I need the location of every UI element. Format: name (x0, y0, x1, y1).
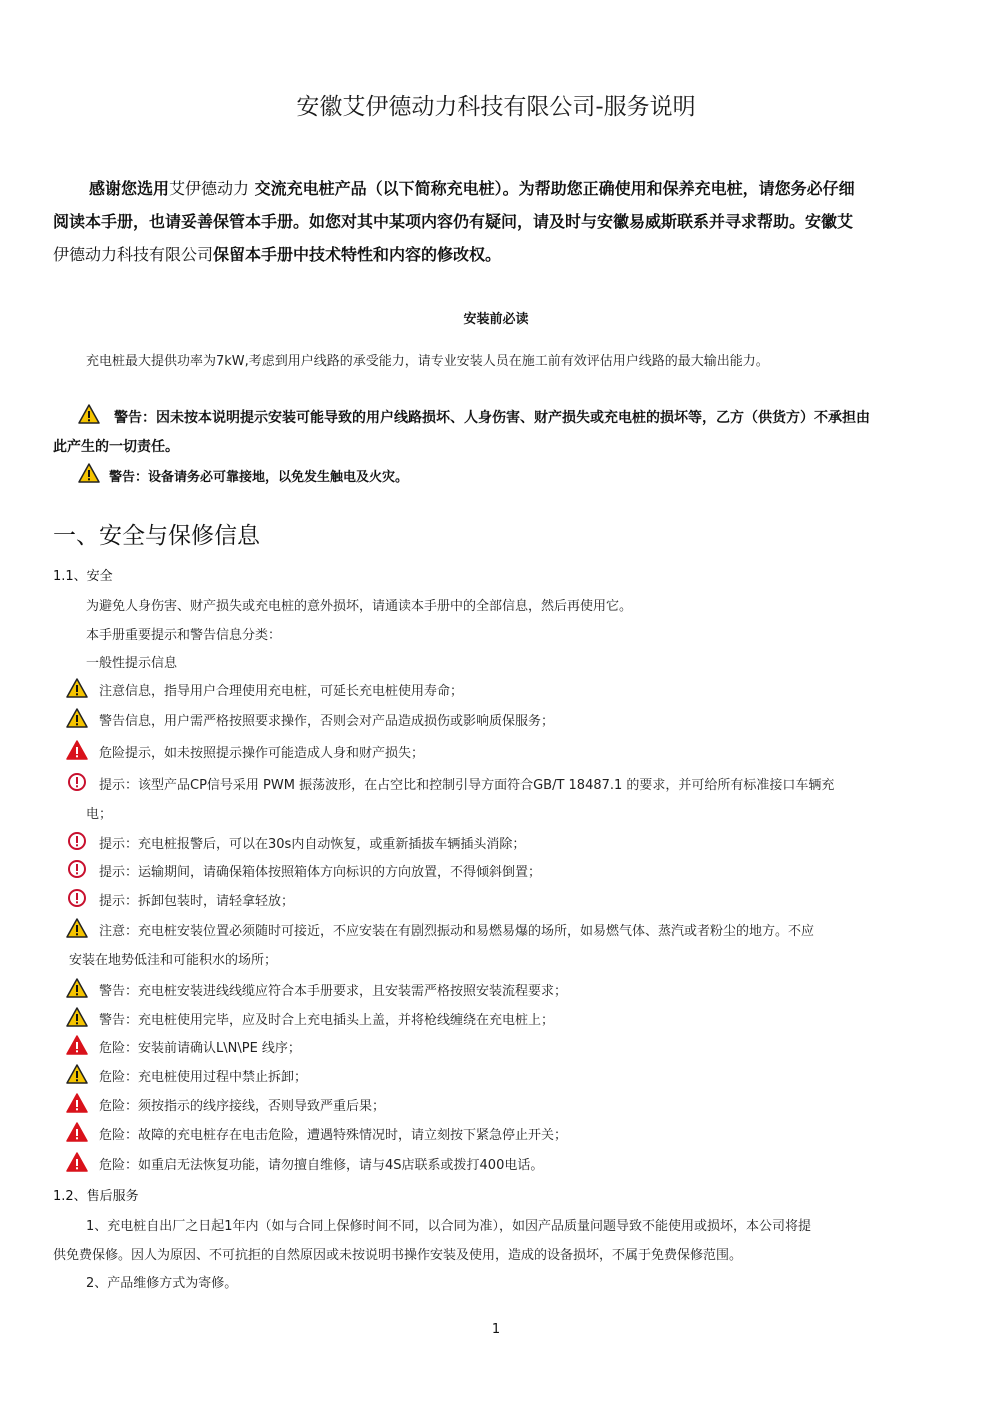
safety-item-text: 提示：充电桩报警后，可以在30s内自动恢复，或重新插拔车辆插头消除； (99, 837, 526, 852)
safety-item-text: 警告：充电桩使用完毕，应及时合上充电插头上盖，并将枪线缠绕在充电桩上； (99, 1013, 555, 1028)
red-danger-icon (66, 1035, 88, 1055)
safety-item-text: 危险提示，如未按照提示操作可能造成人身和财产损失； (99, 746, 425, 761)
red-exclamation-circle-icon (66, 859, 88, 879)
red-exclamation-circle-icon (66, 831, 88, 851)
red-danger-icon (66, 1152, 88, 1172)
safety-item-text: 警告：充电桩安装进线线缆应符合本手册要求，且安装需严格按照安装流程要求； (99, 984, 568, 999)
yellow-warning-icon (66, 678, 88, 698)
yellow-warning-icon (66, 708, 88, 728)
subsection-heading-1-1: 1.1、安全 (53, 569, 113, 584)
safety-item-text: 提示：运输期间，请确保箱体按照箱体方向标识的方向放置，不得倾斜倒置； (99, 865, 542, 880)
warning-2: 警告：设备请务必可靠接地，以免发生触电及火灾。 (109, 470, 409, 485)
yellow-warning-icon (78, 463, 100, 483)
red-danger-icon (66, 740, 88, 760)
safety-item-text-cont: 安装在地势低洼和可能积水的场所； (69, 953, 278, 968)
page-title: 安徽艾伊德动力科技有限公司-服务说明 (296, 94, 696, 120)
safety-intro-text: 为避免人身伤害、财产损失或充电桩的意外损坏，请通读本手册中的全部信息，然后再使用它。 (86, 599, 633, 614)
yellow-warning-icon (66, 1064, 88, 1084)
preinstall-text: 充电桩最大提供功率为7kW,考虑到用户线路的承受能力，请专业安装人员在施工前有效评估用户线路的最大输出能力。 (86, 354, 769, 369)
safety-item-text: 危险：须按指示的线序接线，否则导致严重后果； (99, 1099, 386, 1114)
general-info-text: 一般性提示信息 (86, 656, 178, 671)
intro-paragraph (53, 172, 939, 271)
after-sales-para-1: 1、充电桩自出厂之日起1年内（如与合同上保修时间不同，以合同为准），如因产品质量问题导致不能使用或损坏，本公司将提 (86, 1219, 812, 1234)
intro-line-1 (53, 172, 939, 205)
intro-line-3 (53, 238, 939, 271)
after-sales-para-1-cont: 供免费保修。因人为原因、不可抗拒的自然原因或未按说明书操作安装及使用，造成的设备损坏，不属于免费保修范围。 (53, 1248, 743, 1263)
subsection-heading-1-2: 1.2、售后服务 (53, 1189, 139, 1204)
safety-item-text: 危险：充电桩使用过程中禁止拆卸； (99, 1070, 308, 1085)
intro-text: 交流充电桩产品（以下简称充电桩）。为帮助您正确使用和保养充电桩，请您务必仔细 (249, 179, 855, 198)
warning-1: 警告：因未按本说明提示安装可能导致的用户线路损坏、人身伤害、财产损失或充电桩的损坏等，乙方（供货方）不承担由 (114, 410, 870, 426)
warning-1-cont: 此产生的一切责任。 (53, 439, 179, 455)
yellow-warning-icon (66, 918, 88, 938)
safety-item-text: 注意：充电桩安装位置必须随时可接近，不应安装在有剧烈振动和易燃易爆的场所，如易燃气体、蒸汽或者粉尘的地方。不应 (99, 924, 815, 939)
after-sales-para-2: 2、产品维修方式为寄修。 (86, 1276, 238, 1291)
safety-item-text: 提示：拆卸包装时，请轻拿轻放； (99, 894, 295, 909)
yellow-warning-icon (78, 404, 100, 424)
safety-item-text: 危险：如重启无法恢复功能，请勿擅自维修，请与4S店联系或拨打400电话。 (99, 1158, 544, 1173)
yellow-warning-icon (66, 978, 88, 998)
safety-item-text: 警告信息，用户需严格按照要求操作，否则会对产品造成损伤或影响质保服务； (99, 714, 555, 729)
page-number: 1 (491, 1322, 501, 1337)
safety-item-text: 危险：安装前请确认L\N\PE 线序； (99, 1041, 301, 1056)
red-exclamation-circle-icon (66, 772, 88, 792)
intro-text: 保留本手册中技术特性和内容的修改权。 (213, 245, 502, 264)
red-danger-icon (66, 1093, 88, 1113)
intro-line-2: 阅读本手册，也请妥善保管本手册。如您对其中某项内容仍有疑问，请及时与安徽易威斯联系并寻求帮助。安徽艾 (53, 212, 854, 231)
intro-company-name: 伊德动力科技有限公司 (53, 245, 214, 264)
preinstall-heading: 安装前必读 (463, 312, 529, 327)
safety-item-text: 注意信息，指导用户合理使用充电桩，可延长充电桩使用寿命； (99, 684, 464, 699)
yellow-warning-icon (66, 1007, 88, 1027)
red-danger-icon (66, 1122, 88, 1142)
classification-text: 本手册重要提示和警告信息分类： (86, 628, 282, 643)
intro-company-short: 艾伊德动力 (169, 179, 250, 198)
safety-item-text-cont: 电； (86, 807, 113, 822)
safety-item-text: 提示：该型产品CP信号采用 PWM 振荡波形，在占空比和控制引导方面符合GB/T 18487.1 的要求，并可给所有标准接口车辆充 (99, 778, 835, 793)
section-heading: 一、安全与保修信息 (53, 523, 260, 549)
red-exclamation-circle-icon (66, 888, 88, 908)
safety-item-text: 危险：故障的充电桩存在电击危险，遭遇特殊情况时，请立刻按下紧急停止开关； (99, 1128, 568, 1143)
intro-text: 感谢您选用 (89, 179, 170, 198)
